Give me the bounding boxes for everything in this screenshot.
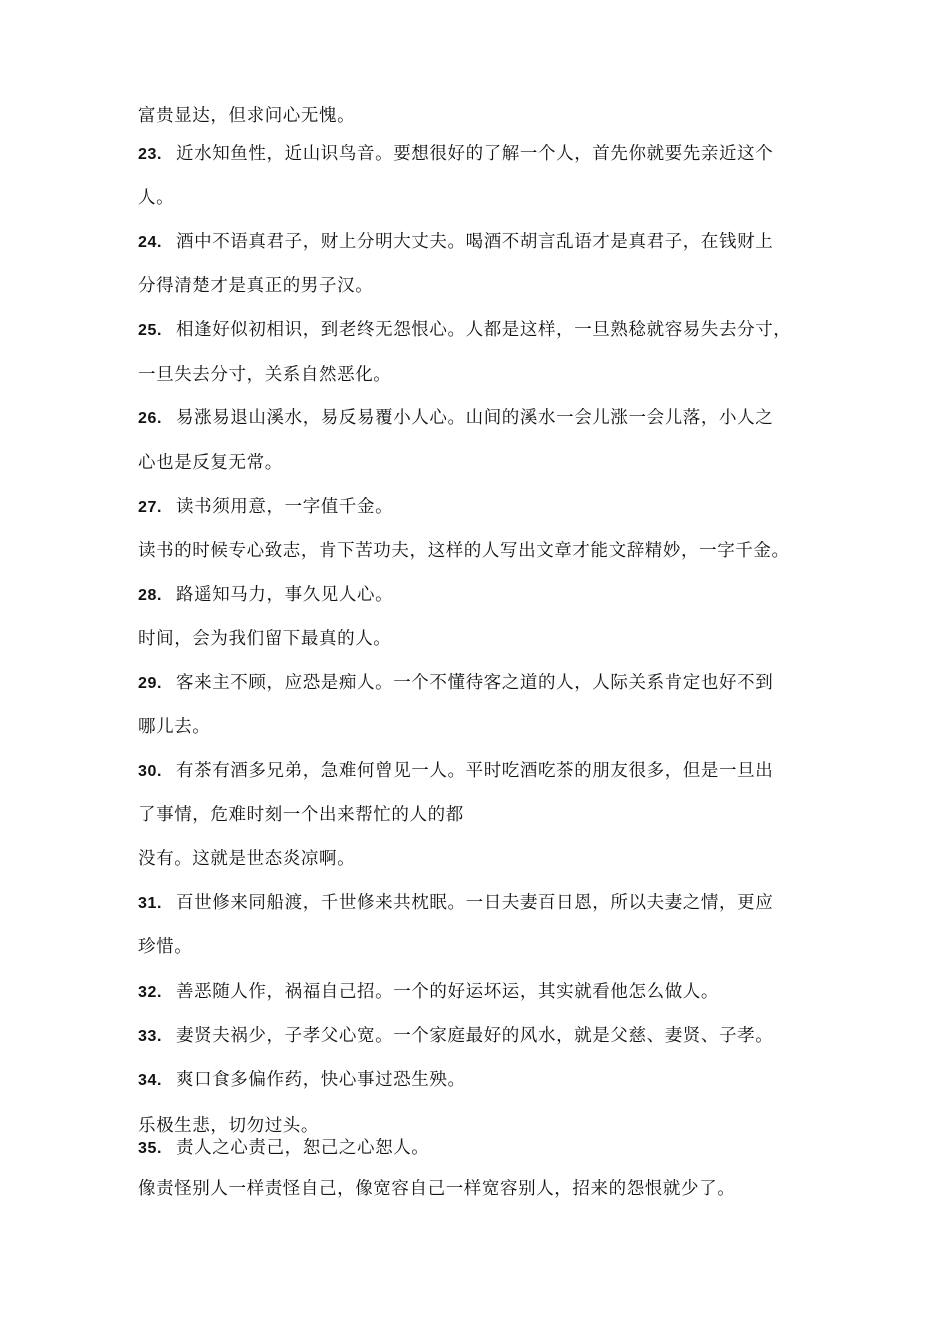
item-number: 29. <box>138 675 163 692</box>
item-number: 35. <box>138 1140 163 1157</box>
text-content: 酒中不语真君子，财上分明大丈夫。喝酒不胡言乱语才是真君子，在钱财上 <box>176 232 774 252</box>
list-item-34 <box>138 1068 466 1093</box>
list-item-32 <box>138 980 719 1005</box>
list-item-28 <box>138 583 393 608</box>
text-line <box>138 715 210 739</box>
text-content: 一旦失去分寸，关系自然恶化。 <box>138 365 392 385</box>
text-content: 像责怪别人一样责怪自己，像宽容自己一样宽容别人，招来的怨恨就少了。 <box>138 1179 736 1199</box>
text-content: 路遥知马力，事久见人心。 <box>176 585 394 605</box>
text-content: 善恶随人作，祸福自己招。一个的好运坏运，其实就看他怎么做人。 <box>176 982 719 1002</box>
text-content: 相逢好似初相识，到老终无怨恨心。人都是这样，一旦熟稔就容易失去分寸， <box>176 320 792 340</box>
list-item-35 <box>138 1136 429 1161</box>
text-content: 读书须用意，一字值千金。 <box>176 497 394 517</box>
text-content: 易涨易退山溪水，易反易覆小人心。山间的溪水一会儿涨一会儿落，小人之 <box>176 408 774 428</box>
text-content: 分得清楚才是真正的男子汉。 <box>138 276 374 296</box>
text-content: 人。 <box>138 188 175 208</box>
text-content: 近水知鱼性，近山识鸟音。要想很好的了解一个人，首先你就要先亲近这个 <box>176 144 774 164</box>
text-line <box>138 627 391 651</box>
item-number: 30. <box>138 763 163 780</box>
text-content: 乐极生悲，切勿过头。 <box>138 1116 319 1136</box>
text-content: 客来主不顾，应恐是痴人。一个不懂待客之道的人，人际关系肯定也好不到 <box>176 673 774 693</box>
item-number: 31. <box>138 895 163 912</box>
text-content: 心也是反复无常。 <box>138 453 283 473</box>
text-content: 读书的时候专心致志，肯下苦功夫，这样的人写出文章才能文辞精妙，一字千金。 <box>138 541 790 561</box>
text-line <box>138 1177 735 1201</box>
text-content: 责人之心责己，恕己之心恕人。 <box>176 1138 430 1158</box>
text-line <box>138 274 373 298</box>
text-line <box>138 363 391 387</box>
list-item-33 <box>138 1024 773 1049</box>
item-number: 27. <box>138 499 163 516</box>
text-content: 爽口食多偏作药，快心事过恐生殃。 <box>176 1070 466 1090</box>
item-number: 25. <box>138 322 163 339</box>
list-item-24 <box>138 230 773 255</box>
text-line <box>138 104 355 128</box>
text-line <box>138 539 790 563</box>
text-content: 了事情，危难时刻一个出来帮忙的人的都 <box>138 805 464 825</box>
list-item-30 <box>138 759 773 784</box>
item-number: 24. <box>138 234 163 251</box>
text-line <box>138 186 174 210</box>
text-content: 哪儿去。 <box>138 717 211 737</box>
item-number: 28. <box>138 587 163 604</box>
text-line <box>138 935 192 959</box>
item-number: 26. <box>138 410 163 427</box>
item-number: 34. <box>138 1072 163 1089</box>
text-line <box>138 451 283 475</box>
text-content: 时间，会为我们留下最真的人。 <box>138 629 392 649</box>
text-content: 没有。这就是世态炎凉啊。 <box>138 849 356 869</box>
text-content: 珍惜。 <box>138 937 193 957</box>
list-item-29 <box>138 671 773 696</box>
text-content: 妻贤夫祸少，子孝父心宽。一个家庭最好的风水，就是父慈、妻贤、子孝。 <box>176 1026 774 1046</box>
item-number: 33. <box>138 1028 163 1045</box>
text-content: 富贵显达，但求问心无愧。 <box>138 106 356 126</box>
item-number: 23. <box>138 146 163 163</box>
item-number: 32. <box>138 984 163 1001</box>
list-item-26 <box>138 406 773 431</box>
list-item-31 <box>138 891 773 916</box>
text-content: 百世修来同船渡，千世修来共枕眠。一日夫妻百日恩，所以夫妻之情，更应 <box>176 893 774 913</box>
list-item-25 <box>138 318 791 343</box>
text-line <box>138 847 355 871</box>
text-content: 有茶有酒多兄弟，急难何曾见一人。平时吃酒吃茶的朋友很多，但是一旦出 <box>176 761 774 781</box>
list-item-27 <box>138 495 393 520</box>
text-line <box>138 803 464 827</box>
text-line <box>138 1114 319 1138</box>
list-item-23 <box>138 142 773 167</box>
